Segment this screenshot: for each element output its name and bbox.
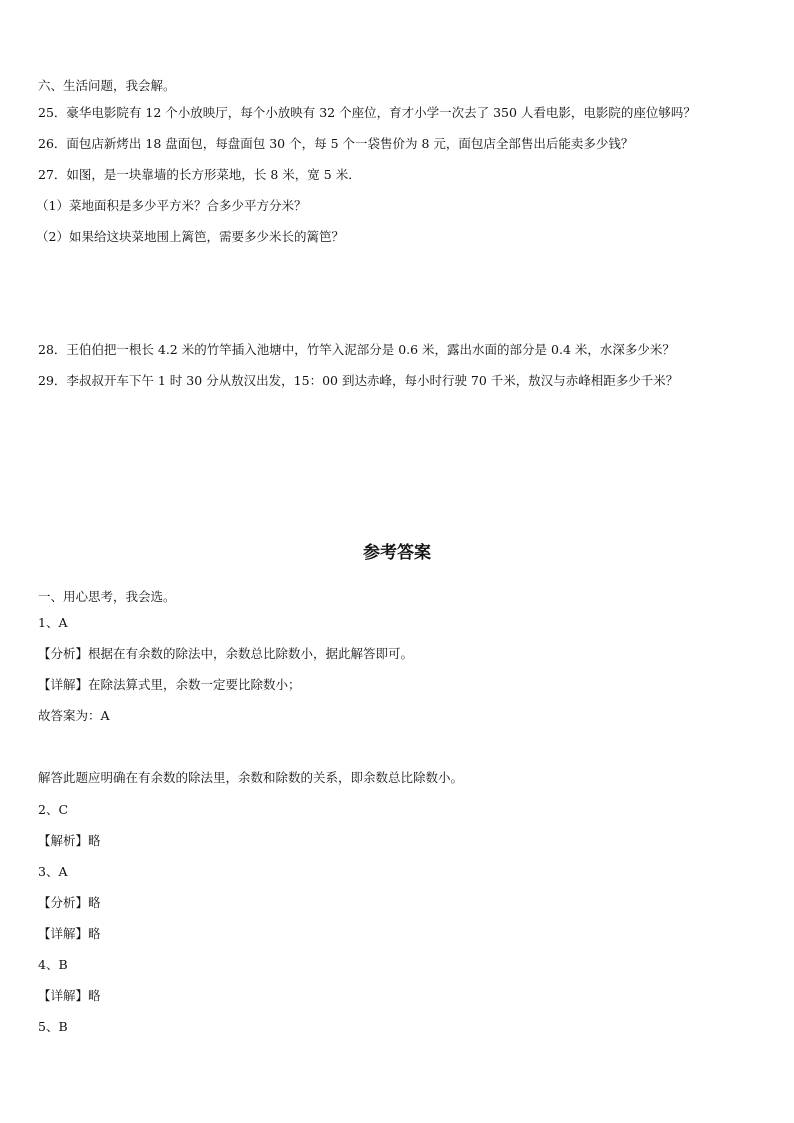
question-27-part2: （2）如果给这块菜地围上篱笆，需要多少米长的篱笆？ bbox=[36, 229, 344, 244]
answer-5: 5、B bbox=[38, 1019, 68, 1034]
question-26: 26．面包店新烤出 18 盘面包，每盘面包 30 个，每 5 个一袋售价为 8 元，面包店全部售出后能卖多少钱？ bbox=[38, 136, 634, 151]
answer-1-detail: 【详解】在除法算式里，余数一定要比除数小； bbox=[38, 677, 301, 692]
answer-1: 1、A bbox=[38, 615, 68, 630]
question-27: 27．如图，是一块靠墙的长方形菜地，长 8 米，宽 5 米． bbox=[38, 167, 361, 182]
answer-1-analysis: 【分析】根据在有余数的除法中，余数总比除数小，据此解答即可。 bbox=[38, 646, 414, 661]
answer-3-detail: 【详解】略 bbox=[38, 926, 101, 941]
answer-4: 4、B bbox=[38, 957, 68, 972]
question-28: 28．王伯伯把一根长 4.2 米的竹竿插入池塘中，竹竿入泥部分是 0.6 米，露出水面的部分是 0.4 米，水深多少米？ bbox=[38, 342, 675, 357]
section-heading: 六、生活问题，我会解。 bbox=[38, 78, 176, 93]
question-25: 25．豪华电影院有 12 个小放映厅，每个小放映有 32 个座位，育才小学一次去了 350 人看电影，电影院的座位够吗？ bbox=[38, 105, 696, 120]
question-29: 29．李叔叔开车下午 1 时 30 分从敖汉出发，15：00 到达赤峰，每小时行驶 70 千米，敖汉与赤峰相距多少千米？ bbox=[38, 373, 679, 388]
answer-3-analysis: 【分析】略 bbox=[38, 895, 101, 910]
answer-4-detail: 【详解】略 bbox=[38, 988, 101, 1003]
answer-2-analysis: 【解析】略 bbox=[38, 833, 101, 848]
answer-3: 3、A bbox=[38, 864, 68, 879]
answer-1-note: 解答此题应明确在有余数的除法里，余数和除数的关系，即余数总比除数小。 bbox=[38, 770, 464, 785]
answer-2: 2、C bbox=[38, 802, 69, 817]
answers-section-heading: 一、用心思考，我会选。 bbox=[38, 589, 176, 604]
answer-1-result: 故答案为：A bbox=[38, 708, 110, 723]
question-27-part1: （1）菜地面积是多少平方米？合多少平方分米？ bbox=[36, 198, 307, 213]
answers-title: 参考答案 bbox=[363, 543, 431, 563]
